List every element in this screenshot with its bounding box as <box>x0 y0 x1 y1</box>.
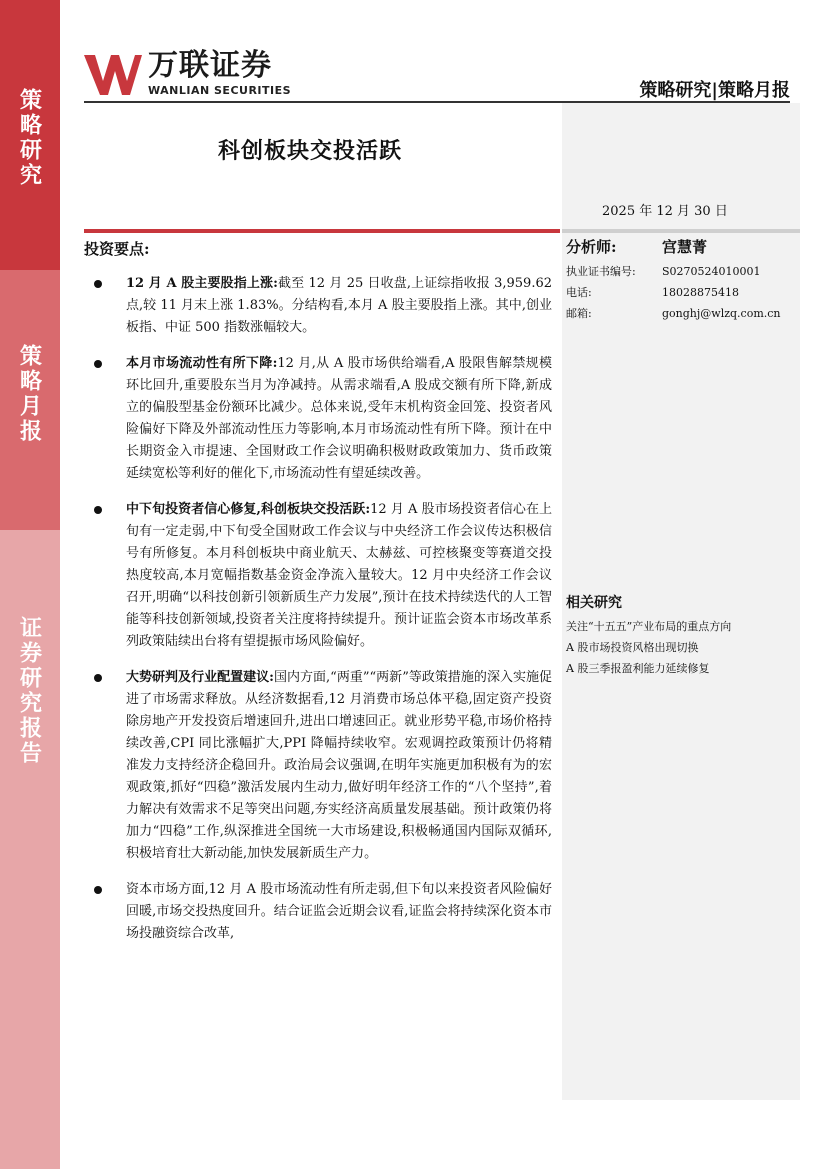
analyst-license-row <box>566 261 790 282</box>
list-item <box>84 879 552 945</box>
side-tab-strategy-monthly <box>0 270 60 530</box>
wanlian-logo-icon <box>84 51 142 97</box>
bullet-lead: 大势研判及行业配置建议: <box>126 670 274 685</box>
related-research-title: 相关研究 <box>566 595 622 611</box>
analyst-name: 宫慧菁 <box>662 238 708 256</box>
bullet-dot-icon <box>94 674 102 682</box>
list-item <box>84 273 552 339</box>
info-key: 电话: <box>566 286 592 299</box>
report-category: 策略研究|策略月报 <box>639 80 790 101</box>
bullet-text: 国内方面,“两重”“两新”等政策措施的深入实施促进了市场需求释放。从经济数据看,12 月消费市场总体平稳,固定资产投资除房地产开发投资后增速回升,进出口增速回正。就业形势平稳,市场价格持续改善,CPI 同比涨幅扩大,PPI 降幅持续收窄。宏观调控政策预计仍将精准发力支持经济企稳回升。政治局会议强调,在明年实施更加积极有为的宏观政策,抓好“四稳”激活发展内生动力,做好明年经济工作的“八个坚持”,着力解决有效需求不足等突出问题,夯实经济高质量发展基础。预计政策仍将加力“四稳”工作,纵深推进全国统一大市场建设,积极畅通国内国际双循环,积极培育壮大新动能,加快发展新质生产力。 <box>126 670 552 861</box>
analyst-info <box>566 236 790 324</box>
info-value: gonghj@wlzq.com.cn <box>662 307 781 320</box>
side-tab-label: 策略月报 <box>16 344 43 444</box>
company-logo <box>84 50 291 97</box>
related-research <box>566 592 796 679</box>
title-divider-gray <box>562 229 800 233</box>
info-key: 执业证书编号: <box>566 265 636 278</box>
info-value: 18028875418 <box>662 286 739 299</box>
info-key: 邮箱: <box>566 307 592 320</box>
bullet-dot-icon <box>94 280 102 288</box>
analyst-label: 分析师: <box>566 238 617 256</box>
related-research-item[interactable]: A 股三季报盈利能力延续修复 <box>566 662 710 675</box>
bullet-dot-icon <box>94 886 102 894</box>
page-title: 科创板块交投活跃 <box>218 138 403 164</box>
logo-chinese-name: 万联证券 <box>148 48 272 83</box>
list-item <box>84 667 552 865</box>
bullet-lead: 中下旬投资者信心修复,科创板块交投活跃: <box>126 502 371 517</box>
side-tab-strategy-research <box>0 0 60 270</box>
report-date: 2025 年 12 月 30 日 <box>602 204 728 219</box>
bullet-text: 资本市场方面,12 月 A 股市场流动性有所走弱,但下旬以来投资者风险偏好回暖,市场交投热度回升。结合证监会近期会议看,证监会将持续深化资本市场投融资综合改革, <box>126 882 552 941</box>
analyst-email-row <box>566 303 790 324</box>
list-item <box>84 499 552 653</box>
bullet-dot-icon <box>94 506 102 514</box>
side-tab-securities-report <box>0 530 60 1169</box>
bullet-text: 截至 12 月 25 日收盘,上证综指收报 3,959.62 点,较 11 月末上涨 1.83%。分结构看,本月 A 股主要股指上涨。其中,创业板指、中证 500 指数涨幅较大。 <box>126 276 552 335</box>
bullet-text: 12 月 A 股市场投资者信心在上旬有一定走弱,中下旬受全国财政工作会议与中央经济工作会议传达积极信号有所修复。本月科创板块中商业航天、太赫兹、可控核聚变等赛道交投热度较高,本月宽幅指数基金资金净流入量较大。12 月中央经济工作会议召开,明确“以科技创新引领新质生产力发展”,预计在技术持续迭代的人工智能等科技创新领域,投资者关注度将持续提升。预计证监会资本市场改革系列政策陆续出台将有望提振市场风险偏好。 <box>126 502 552 649</box>
bullet-dot-icon <box>94 360 102 368</box>
side-tab-label: 证券研究报告 <box>16 616 43 766</box>
bullet-lead: 12 月 A 股主要股指上涨: <box>126 276 278 291</box>
analyst-phone-row <box>566 282 790 303</box>
list-item <box>84 353 552 485</box>
left-side-band <box>0 0 60 1169</box>
side-tab-label: 策略研究 <box>16 88 43 188</box>
section-heading: 投资要点: <box>84 240 150 258</box>
bullet-lead: 本月市场流动性有所下降: <box>126 356 278 371</box>
info-value: S0270524010001 <box>662 265 761 278</box>
bullet-text: 12 月,从 A 股市场供给端看,A 股限售解禁规模环比回升,重要股东当月为净减持。从需求端看,A 股成交额有所下降,新成立的偏股型基金份额环比减少。总体来说,受年末机构资金回笼、投资者风险偏好下降及外部流动性压力等影响,本月市场流动性有所下降。预计在中长期资金入市提速、全国财政工作会议明确积极财政政策加力、货币政策延续宽松等利好的催化下,市场流动性有望延续改善。 <box>126 356 552 481</box>
logo-english-name: WANLIAN SECURITIES <box>148 84 292 97</box>
title-divider-red <box>84 229 560 233</box>
related-research-item[interactable]: 关注“十五五”产业布局的重点方向 <box>566 620 732 633</box>
investment-highlights <box>84 238 552 959</box>
related-research-item[interactable]: A 股市场投资风格出现切换 <box>566 641 699 654</box>
